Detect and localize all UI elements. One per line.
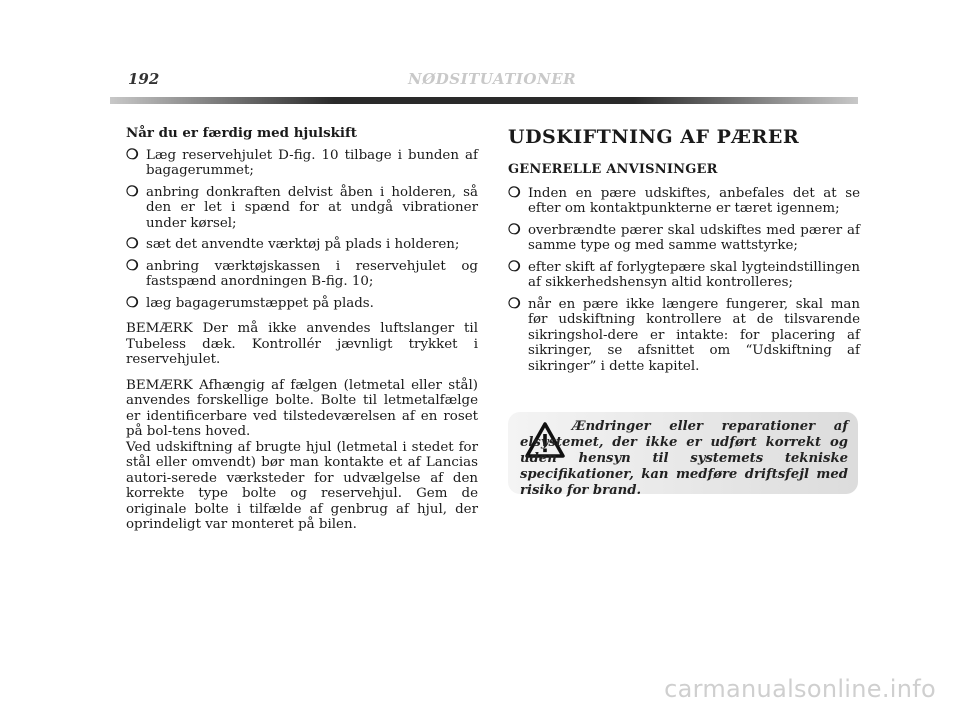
list-item xyxy=(508,260,860,291)
note-bolts: BEMÆRK Afhængig af fælgen (letmetal eller stål) anvendes forskellige bolte. Bolte til letmetalfælge er identificerbare ved tilstedeværelsen af en roset på bol-tens hoved. xyxy=(126,377,478,439)
running-header: NØDSITUATIONER xyxy=(408,70,577,88)
list-item xyxy=(508,297,860,375)
list-item xyxy=(126,237,478,253)
watermark: carmanualsonline.info xyxy=(664,675,936,703)
bullet-circle-icon: ❍ xyxy=(508,184,521,201)
warning-text: Ændringer eller reparationer af elsystemet, der ikke er udført korrekt og uden hensyn til systemets tekniske specifikationer, kan medføre driftsfejl med risiko for brand. xyxy=(520,419,848,498)
page-number: 192 xyxy=(128,70,160,88)
list-item-text: læg bagagerumstæppet på plads. xyxy=(146,295,374,311)
bullet-circle-icon: ❍ xyxy=(126,183,139,200)
right-subtitle: GENERELLE ANVISNINGER xyxy=(508,162,718,177)
list-item-text: anbring værktøjskassen i reservehjulet og fastspænd anordningen B-fig. 10; xyxy=(146,258,478,289)
bullet-circle-icon: ❍ xyxy=(126,294,139,311)
bullet-circle-icon: ❍ xyxy=(508,221,521,238)
list-item xyxy=(508,186,860,217)
note-wheel-change: Ved udskiftning af brugte hjul (letmetal i stedet for stål eller omvendt) bør man kontakte et af Lancias autori-serede værksteder for udvælgelse af den korrekte type bolte og reservehjul. Gem de originale bolte i tilfælde af genbrug af hjul, der oprindeligt var monteret på bilen. xyxy=(126,439,478,532)
list-item xyxy=(508,223,860,254)
list-item-text: overbrændte pærer skal udskiftes med pærer af samme type og med samme wattstyrke; xyxy=(528,222,860,253)
bullet-circle-icon: ❍ xyxy=(126,257,139,274)
list-item-text: Læg reservehjulet D-fig. 10 tilbage i bunden af bagagerummet; xyxy=(146,147,478,178)
section-title: UDSKIFTNING AF PÆRER xyxy=(508,126,800,148)
list-item-text: Inden en pære udskiftes, anbefales det at se efter om kontaktpunkterne er tæret igennem; xyxy=(528,185,860,216)
list-item xyxy=(126,296,478,312)
left-bullet-list xyxy=(126,148,478,312)
bullet-circle-icon: ❍ xyxy=(508,295,521,312)
list-item xyxy=(126,148,478,179)
list-item-text: sæt det anvendte værktøj på plads i holderen; xyxy=(146,237,460,252)
list-item-text: anbring donkraften delvist åben i holderen, så den er let i spænd for at undgå vibrationer under kørsel; xyxy=(146,184,478,231)
note-tubeless: BEMÆRK Der må ikke anvendes luftslanger til Tubeless dæk. Kontrollér jævnligt trykket i reservehjulet. xyxy=(126,321,478,367)
warning-box xyxy=(508,412,858,498)
bullet-circle-icon: ❍ xyxy=(508,258,521,275)
list-item-text: når en pære ikke længere fungerer, skal man før udskiftning kontrollere at de tilsvarende sikringshol-dere er intakte: for placering af sikringer, se afsnittet om “Udskiftning af sikringer” i dette kapitel. xyxy=(528,296,860,374)
list-item xyxy=(126,185,478,232)
header-rule xyxy=(110,97,858,104)
left-column xyxy=(126,126,478,533)
left-subtitle: Når du er færdig med hjulskift xyxy=(126,125,357,141)
right-bullet-list xyxy=(508,186,860,375)
list-item xyxy=(126,259,478,290)
right-column xyxy=(508,126,860,380)
list-item-text: efter skift af forlygtepære skal lygteindstillingen af sikkerhedshensyn altid kontrolleres; xyxy=(528,259,860,290)
bullet-circle-icon: ❍ xyxy=(126,236,139,252)
bullet-circle-icon: ❍ xyxy=(126,146,139,163)
